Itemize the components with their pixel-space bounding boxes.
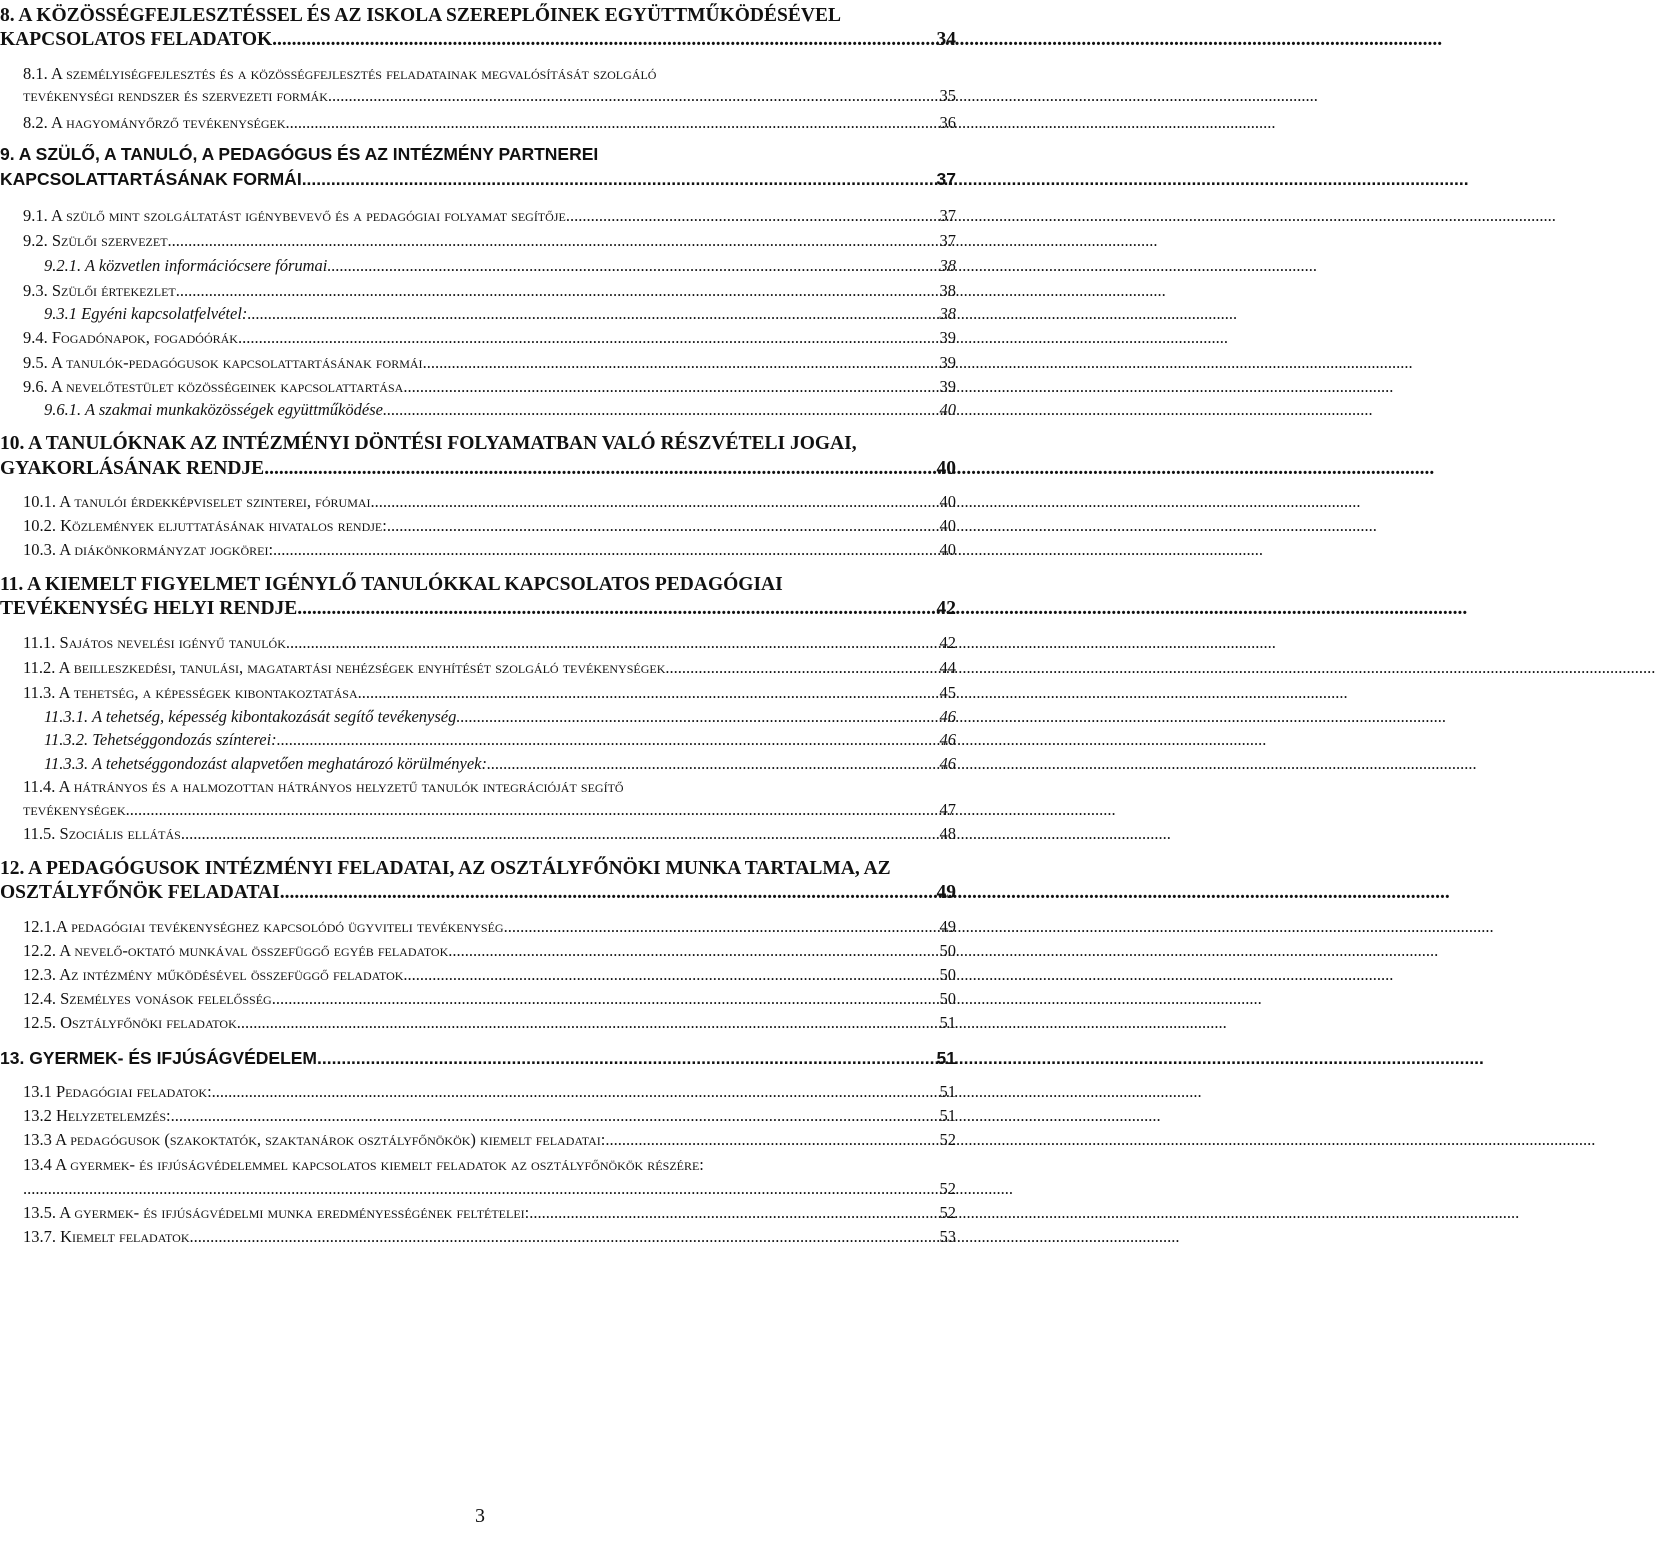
- toc-page-number: 40: [936, 458, 956, 479]
- dot-leader: [302, 169, 935, 190]
- toc-entry-line[interactable]: [23, 64, 956, 84]
- dot-leader: [168, 231, 938, 251]
- toc-entry-title: 12.4. Személyes vonások felelősség: [23, 989, 272, 1008]
- toc-page-number: 48: [939, 824, 956, 843]
- dot-leader: [327, 256, 937, 276]
- toc-entry-line[interactable]: [0, 882, 956, 904]
- toc-entry-line[interactable]: [23, 540, 956, 560]
- toc-entry-title: 11.5. Szociális ellátás: [23, 824, 181, 843]
- dot-leader: [212, 1082, 938, 1102]
- toc-entry-line[interactable]: [0, 144, 956, 165]
- toc-entry-line[interactable]: [23, 989, 956, 1009]
- dot-leader: [403, 965, 937, 985]
- toc-page-number: 40: [939, 492, 956, 511]
- toc-entry-title: 13.1 Pedagógiai feladatok:: [23, 1082, 212, 1101]
- toc-entry-title: 9.3.1 Egyéni kapcsolatfelvétel:: [44, 304, 248, 323]
- toc-entry-line[interactable]: [0, 598, 956, 620]
- dot-leader: [23, 1179, 938, 1199]
- toc-entry-title: 11.3.1. A tehetség, képesség kibontakozását segítő tevékenység: [44, 707, 457, 726]
- toc-entry-line[interactable]: [44, 400, 956, 420]
- toc-entry-title: 9.5. A tanulók-pedagógusok kapcsolattartásának formái: [23, 353, 423, 372]
- toc-entry-line[interactable]: [23, 328, 956, 348]
- toc-entry-line[interactable]: [23, 377, 956, 397]
- toc-page-number: 37: [939, 231, 956, 250]
- dot-leader: [504, 917, 938, 937]
- dot-leader: [272, 29, 934, 51]
- toc-page-number: 38: [939, 281, 956, 300]
- toc-entry-title: 10.2. Közlemények eljuttatásának hivatalos rendje:: [23, 516, 387, 535]
- toc-entry-line[interactable]: [23, 777, 956, 797]
- dot-leader: [176, 281, 938, 301]
- dot-leader: [286, 113, 938, 133]
- toc-entry-title: KAPCSOLATTARTÁSÁNAK FORMÁI: [0, 169, 302, 189]
- toc-entry-line[interactable]: [23, 516, 956, 536]
- toc-entry-title: tevékenységi rendszer és szervezeti formák: [23, 86, 328, 105]
- toc-page-number: 52: [939, 1179, 956, 1198]
- dot-leader: [448, 941, 937, 961]
- dot-leader: [387, 516, 938, 536]
- toc-entry-title: 9.2.1. A közvetlen információcsere fórumai: [44, 256, 328, 275]
- toc-entry-line[interactable]: [23, 1155, 956, 1175]
- toc-entry-title: 9.6.1. A szakmai munkaközösségek együttműködése: [44, 400, 383, 419]
- toc-entry-title: 12.5. Osztályfőnöki feladatok: [23, 1013, 237, 1032]
- dot-leader: [238, 328, 938, 348]
- dot-leader: [456, 707, 937, 727]
- dot-leader: [277, 730, 938, 750]
- toc-page-number: 52: [939, 1203, 956, 1222]
- toc-entry-line[interactable]: [44, 707, 956, 727]
- toc-entry-title: 8.1. A személyiségfejlesztés és a közösségfejlesztés feladatainak megvalósítását szolgáló: [23, 64, 657, 83]
- toc-page-number: 35: [939, 86, 956, 105]
- toc-entry-line[interactable]: [44, 256, 956, 276]
- toc-entry-line[interactable]: [23, 1179, 956, 1199]
- toc-entry-title: 8.2. A hagyományőrző tevékenységek: [23, 113, 286, 132]
- toc-page-number: 51: [936, 1048, 956, 1068]
- toc-page-number: 40: [939, 400, 956, 419]
- toc-entry-line[interactable]: [23, 1082, 956, 1102]
- dot-leader: [317, 1048, 935, 1069]
- toc-page-number: 52: [939, 1130, 956, 1149]
- toc-entry-title: 13.5. A gyermek- és ifjúságvédelmi munka eredményességének feltételei:: [23, 1203, 530, 1222]
- toc-page-number: 38: [939, 304, 956, 323]
- toc-page-number: 42: [936, 598, 956, 619]
- toc-page-number: 39: [939, 353, 956, 372]
- toc-page-number: 36: [939, 113, 956, 132]
- toc-entry-line[interactable]: [0, 1048, 956, 1069]
- dot-leader: [126, 800, 938, 820]
- dot-leader: [190, 1227, 938, 1247]
- toc-entry-title: 9.1. A szülő mint szolgáltatást igénybevevő és a pedagógiai folyamat segítője: [23, 206, 566, 225]
- toc-page-number: 49: [939, 917, 956, 936]
- toc-page-number: 38: [939, 256, 956, 275]
- dot-leader: [328, 86, 938, 106]
- toc-entry-line[interactable]: [23, 917, 956, 937]
- toc-page-number: 46: [939, 707, 956, 726]
- toc-entry-line[interactable]: [23, 1013, 956, 1033]
- toc-entry-title: 13.3 A pedagógusok (szakoktatók, szaktanárok osztályfőnökök) kiemelt feladatai:: [23, 1130, 606, 1149]
- toc-entry-title: 10.3. A diákönkormányzat jogkörei:: [23, 540, 274, 559]
- toc-entry-title: 10. A TANULÓKNAK AZ INTÉZMÉNYI DÖNTÉSI FOLYAMATBAN VALÓ RÉSZVÉTELI JOGAI,: [0, 433, 857, 454]
- toc-entry-title: 11.1. Sajátos nevelési igényű tanulók: [23, 633, 286, 652]
- toc-entry-title: 9.4. Fogadónapok, fogadóórák: [23, 328, 238, 347]
- toc-entry-title: 11.3.2. Tehetséggondozás színterei:: [44, 730, 277, 749]
- toc-entry-title: 12.3. Az intézmény működésével összefüggő feladatok: [23, 965, 404, 984]
- toc-page-number: 51: [939, 1082, 956, 1101]
- toc-entry-line[interactable]: [23, 113, 956, 133]
- toc-page-number: 40: [939, 540, 956, 559]
- toc-entry-title: 9.3. Szülői értekezlet: [23, 281, 176, 300]
- dot-leader: [358, 683, 938, 703]
- toc-entry-title: 12. A PEDAGÓGUSOK INTÉZMÉNYI FELADATAI, AZ OSZTÁLYFŐNÖKI MUNKA TARTALMA, AZ: [0, 858, 891, 879]
- toc-entry-line[interactable]: [23, 231, 956, 251]
- toc-entry-title: 13. GYERMEK- ÉS IFJÚSÁGVÉDELEM: [0, 1048, 318, 1068]
- dot-leader: [273, 540, 937, 560]
- toc-entry-line[interactable]: [44, 730, 956, 750]
- toc-page-number: 53: [939, 1227, 956, 1246]
- toc-entry-line[interactable]: [23, 353, 956, 373]
- toc-entry-line[interactable]: [0, 574, 956, 596]
- toc-entry-line[interactable]: [23, 86, 956, 106]
- toc-entry-title: 11.4. A hátrányos és a halmozottan hátrányos helyzetű tanulók integrációját segítő: [23, 777, 624, 796]
- toc-entry-title: 11.2. A beilleszkedési, tanulási, magatartási nehézségek enyhítését szolgáló tevékenységek: [23, 658, 666, 677]
- toc-page-number: 37: [939, 206, 956, 225]
- dot-leader: [371, 492, 938, 512]
- page-number: 3: [475, 1505, 485, 1527]
- toc-entry-title: 9.6. A nevelőtestület közösségeinek kapcsolattartása: [23, 377, 404, 396]
- toc-page-number: 46: [939, 754, 956, 773]
- toc-entry-line[interactable]: [23, 683, 956, 703]
- toc-entry-line[interactable]: [23, 800, 956, 820]
- toc-entry-title: 9. A SZÜLŐ, A TANULÓ, A PEDAGÓGUS ÉS AZ INTÉZMÉNY PARTNEREI: [0, 144, 599, 164]
- toc-entry-title: 13.2 Helyzetelemzés:: [23, 1106, 171, 1125]
- dot-leader: [181, 824, 938, 844]
- toc-entry-title: 13.7. Kiemelt feladatok: [23, 1227, 190, 1246]
- toc-entry-title: 11.3. A tehetség, a képességek kibontakoztatása: [23, 683, 358, 702]
- toc-page-number: 50: [939, 965, 956, 984]
- dot-leader: [272, 989, 938, 1009]
- toc-entry-line[interactable]: [23, 281, 956, 301]
- dot-leader: [487, 754, 938, 774]
- toc-page-number: 46: [939, 730, 956, 749]
- dot-leader: [280, 882, 935, 904]
- dot-leader: [247, 304, 937, 324]
- toc-page-number: 51: [939, 1013, 956, 1032]
- dot-leader: [566, 206, 938, 226]
- toc-page-number: 39: [939, 377, 956, 396]
- toc-entry-line[interactable]: [23, 206, 956, 226]
- toc-page-number: 39: [939, 328, 956, 347]
- toc-page-number: 47: [939, 800, 956, 819]
- toc-entry-line[interactable]: [23, 1227, 956, 1247]
- toc-entry-title: OSZTÁLYFŐNÖK FELADATAI: [0, 882, 280, 903]
- toc-entry-title: 9.2. Szülői szervezet: [23, 231, 168, 250]
- toc-page-number: 44: [939, 658, 956, 677]
- dot-leader: [237, 1013, 938, 1033]
- toc-entry-title: 12.2. A nevelő-oktató munkával összefüggő egyéb feladatok: [23, 941, 449, 960]
- toc-page-number: 51: [939, 1106, 956, 1125]
- toc-entry-line[interactable]: [0, 169, 956, 190]
- dot-leader: [605, 1130, 937, 1150]
- toc-entry-line[interactable]: [23, 824, 956, 844]
- toc-page-number: 42: [939, 633, 956, 652]
- toc-entry-line[interactable]: [0, 858, 956, 880]
- toc-entry-line[interactable]: [23, 1106, 956, 1126]
- toc-entry-title: 11. A KIEMELT FIGYELMET IGÉNYLŐ TANULÓKKAL KAPCSOLATOS PEDAGÓGIAI: [0, 574, 783, 595]
- toc-page-number: 37: [936, 169, 956, 189]
- dot-leader: [171, 1106, 938, 1126]
- toc-entry-line[interactable]: [23, 492, 956, 512]
- toc-page-number: 49: [936, 882, 956, 903]
- dot-leader: [286, 633, 938, 653]
- toc-entry-line[interactable]: [0, 458, 956, 480]
- toc-entry-title: 10.1. A tanulói érdekképviselet szinterei, fórumai: [23, 492, 371, 511]
- dot-leader: [264, 458, 934, 480]
- toc-page-number: 50: [939, 989, 956, 1008]
- toc-entry-line[interactable]: [0, 5, 956, 27]
- toc-entry-title: 12.1.A pedagógiai tevékenységhez kapcsolódó ügyviteli tevékenység: [23, 917, 504, 936]
- toc-entry-line[interactable]: [23, 658, 956, 678]
- toc-entry-line[interactable]: [44, 754, 956, 774]
- toc-entry-title: 13.4 A gyermek- és ifjúságvédelemmel kapcsolatos kiemelt feladatok az osztályfőnökök részére:: [23, 1155, 704, 1174]
- toc-page-number: 50: [939, 941, 956, 960]
- toc-page-number: 40: [939, 516, 956, 535]
- toc-entry-line[interactable]: [23, 1130, 956, 1150]
- toc-entry-line[interactable]: [44, 304, 956, 324]
- toc-entry-line[interactable]: [23, 941, 956, 961]
- toc-entry-line[interactable]: [23, 633, 956, 653]
- dot-leader: [529, 1203, 937, 1223]
- toc-page-number: 45: [939, 683, 956, 702]
- toc-entry-line[interactable]: [0, 29, 956, 51]
- toc-entry-title: TEVÉKENYSÉG HELYI RENDJE: [0, 598, 298, 619]
- dot-leader: [423, 353, 938, 373]
- toc-entry-title: 8. A KÖZÖSSÉGFEJLESZTÉSSEL ÉS AZ ISKOLA SZEREPLŐINEK EGYÜTTMŰKÖDÉSÉVEL: [0, 5, 841, 26]
- toc-entry-title: 11.3.3. A tehetséggondozást alapvetően meghatározó körülmények:: [44, 754, 487, 773]
- toc-entry-title: GYAKORLÁSÁNAK RENDJE: [0, 458, 265, 479]
- toc-entry-title: KAPCSOLATOS FELADATOK: [0, 29, 273, 50]
- dot-leader: [383, 400, 938, 420]
- dot-leader: [665, 658, 937, 678]
- dot-leader: [297, 598, 934, 620]
- dot-leader: [403, 377, 937, 397]
- toc-entry-line[interactable]: [23, 1203, 956, 1223]
- toc-entry-line[interactable]: [23, 965, 956, 985]
- toc-entry-title: tevékenységek: [23, 800, 126, 819]
- toc-page-number: 34: [936, 29, 956, 50]
- toc-entry-line[interactable]: [0, 433, 956, 455]
